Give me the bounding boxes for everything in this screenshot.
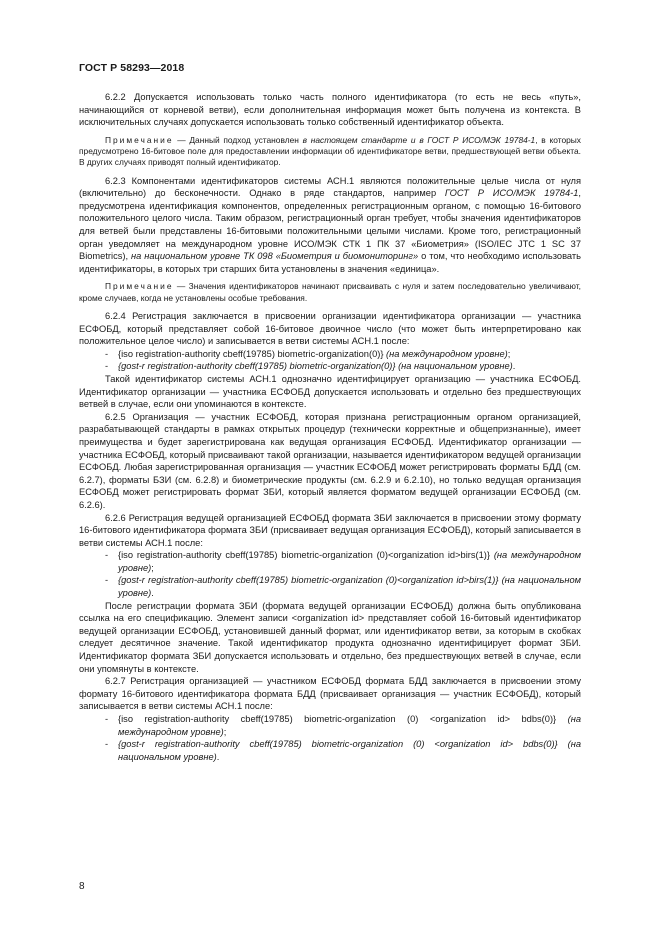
note-2: Примечание — Значения идентификаторов начинают присваивать с нуля и затем последовательно увеличивают, кроме случаев, когда не установлены особые требования. — [79, 281, 581, 303]
paragraph-identifier-usage: Такой идентификатор системы АСН.1 однозначно идентифицирует организацию — участника ЕСФОБД. Идентификатор организации — участника ЕСФОБД допускается использовать и отдельно без предшествующих ветвей в случае, если они упоминаются в контексте. — [79, 373, 581, 410]
list-item: - {iso registration-authority cbeff(19785) biometric-organization(0)} (на международном уровне); — [105, 348, 511, 359]
paragraph-6-2-2: 6.2.2 Допускается использовать только часть полного идентификатора (то есть не весь «путь», начинающийся от корневой ветви), если дополнительная информация может быть получена из контекста. В исключительных случаях допускается использовать только собственный идентификатор объекта. — [79, 92, 581, 128]
paragraph-6-2-4: 6.2.4 Регистрация заключается в присвоении организации идентификатора организации — участника ЕСФОБД, который представляет собой 16-битовое двоичное число (что может быть интерпретировано как положительное целое число) и записывается в ветви системы АСН.1 после: — [79, 311, 581, 347]
list-item: - {iso registration-authority cbeff(19785) biometric-organization (0) <organization id> bdbs(0)} (на международном уровне); — [105, 714, 581, 737]
page-body — [79, 91, 581, 763]
paragraph-6-2-6: 6.2.6 Регистрация ведущей организацией ЕСФОБД формата ЗБИ заключается в присвоении этому формату 16-битового идентификатора формата ЗБИ (присваивает ведущая организация ЕСФОБД), который записывается в ветви системы АСН.1 после: — [79, 512, 581, 548]
list-item: - {gost-r registration-authority cbeff(19785) biometric-organization(0)} (на национальном уровне). — [105, 361, 516, 372]
page-header: ГОСТ Р 58293—2018 — [79, 62, 185, 74]
list-item: - {iso registration-authority cbeff(19785) biometric-organization (0)<organization id>birs(1)} (на международном уровне); — [105, 550, 581, 573]
note-label: Примечание — [105, 281, 174, 292]
paragraph-format-publication: После регистрации формата ЗБИ (формата ведущей организации ЕСФОБД) должна быть опубликована ссылка на его спецификацию. Элемент записи <organization id> представляет собой 16-битовый идентификатор ведущей организации ЕСФОБД, установившей данный формат, или идентификатор ветви, за которым в скобках следует десятичное значение. Такой идентификатор продукта однозначно идентифицирует формат ЗБИ. Идентификатор формата ЗБИ допускается использовать и отдельно, без предшествующих ветвей в случае, если они упомянуты в контексте. — [79, 600, 581, 674]
paragraph-6-2-7: 6.2.7 Регистрация организацией — участником ЕСФОБД формата БДД заключается в присвоении этому формату 16-битового идентификатора формата БДД (присваивает организация — участник ЕСФОБД), который записывается в ветви системы АСН.1 после: — [79, 676, 581, 712]
paragraph-6-2-5: 6.2.5 Организация — участник ЕСФОБД, которая признана регистрационным органом организацией, разрабатывающей стандарты в рамках открытых процедур (технически корректные и общепризнанные), имеет преимущества и будет зарегистрирована как ведущая организация ЕСФОБД. Идентификатор организации — участника ЕСФОБД, который присваивают такой организации, называется идентификатором ведущей организации ЕСФОБД. Любая зарегистрированная организация — участник ЕСФОБД может регистрировать форматы БДД (см. 6.2.7), форматы БЗИ (см. 6.2.8) и биометрические продукты (см. 6.2.9 и 6.2.10), но только ведущая организация ЕСФОБД может регистрировать формат ЗБИ, который является форматом ведущей организации ЕСФОБД (см. 6.2.6). — [79, 411, 581, 510]
paragraph-6-2-3: 6.2.3 Компонентами идентификаторов системы АСН.1 являются положительные целые числа от нуля (включительно) до бесконечности. Однако в ряде стандартов, например ГОСТ Р ИСО/МЭК 19784-1, предусмотрена идентификация компонентов, определенных регистрационным органом, с помощью 16-битового положительного целого числа. Таким образом, регистрационный орган требует, чтобы значения идентификаторов для ветвей были представлены 16-битовыми положительными целыми числами. Кроме того, регистрационный орган уведомляет на международном уровне ИСО/МЭК СТК 1 ПК 37 «Биометрия» (ISO/IEC JTC 1 SC 37 Biometrics), на национальном уровне ТК 098 «Биометрия и биомониторинг» о том, что необходимо использовать идентификаторы, в которых три старших бита установлены в значения «единица». — [79, 175, 581, 274]
note-1: Примечание — Данный подход установлен в настоящем стандарте и в ГОСТ Р ИСО/МЭК 19784-1, в которых предусмотрено 16-битовое поле для предоставлении информации об идентификаторе ветви, предшествующей ветви объекта. В других случаях приводят полный идентификатор. — [79, 134, 581, 168]
list-item: - {gost-r registration-authority cbeff(19785) biometric-organization (0)<organization id>birs(1)} (на национальном уровне). — [105, 575, 581, 599]
list-item: - {gost-r registration-authority cbeff(19785) biometric-organization (0) <organization id> bdbs(0)} (на национальном уровне). — [105, 739, 581, 762]
note-label: Примечание — [105, 134, 174, 145]
page-number: 8 — [79, 881, 85, 892]
